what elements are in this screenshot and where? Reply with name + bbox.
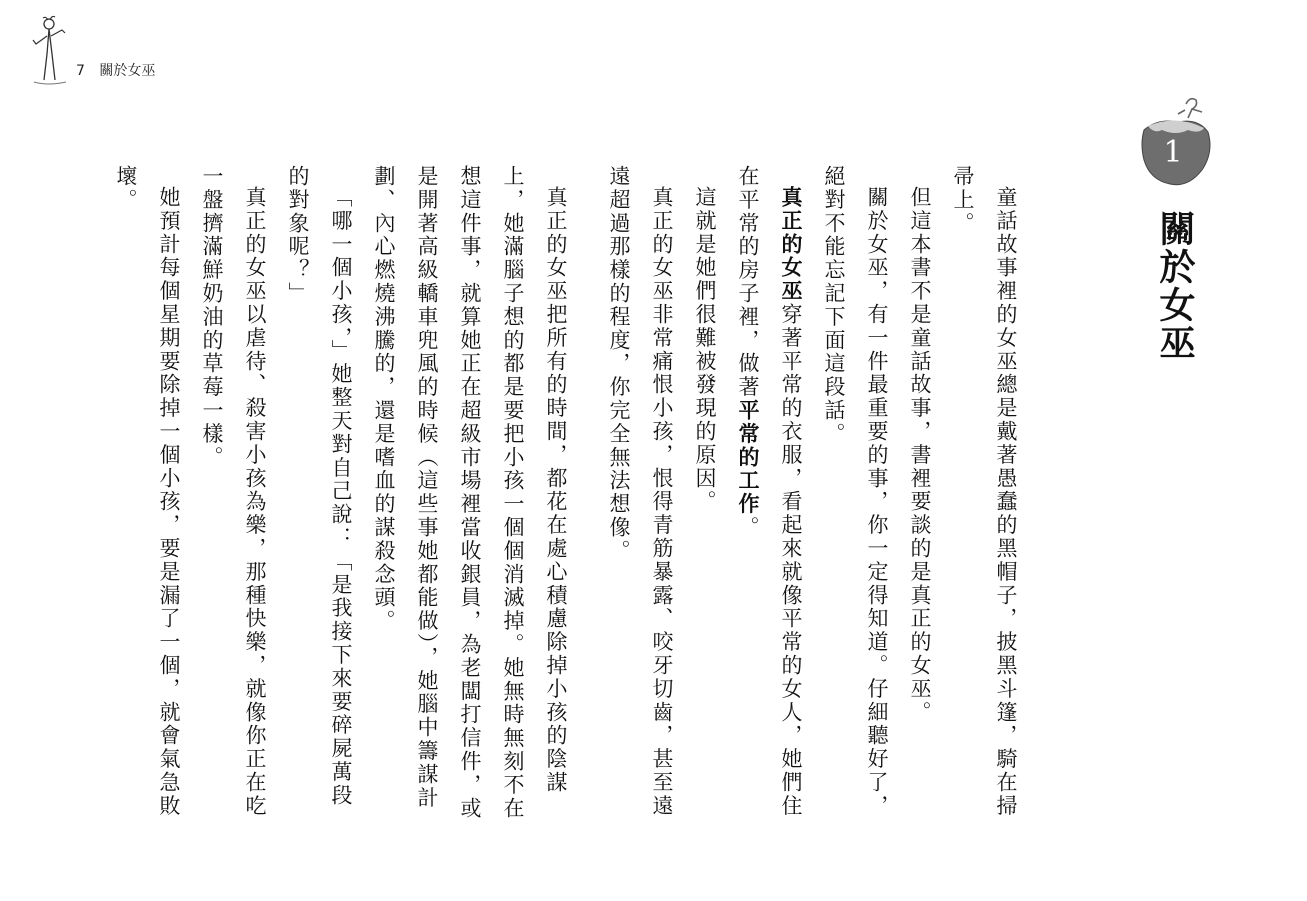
emphasis-text: 真正的女巫 bbox=[779, 186, 803, 303]
paragraph: 真正的女巫非常痛恨小孩，恨得青筋暴露、咬牙切齒，甚至遠遠超過那樣的程度，你完全無法想像。 bbox=[607, 165, 674, 818]
paragraph bbox=[726, 165, 812, 825]
emphasis-text: 平常的工作 bbox=[736, 399, 760, 516]
body-text bbox=[104, 165, 1027, 825]
paragraph: 童話故事裡的女巫總是戴著愚蠢的黑帽子，披黑斗篷，騎在掃帚上。 bbox=[951, 165, 1018, 818]
chapter-number: 1 bbox=[1163, 135, 1183, 170]
paragraph: 她預計每個星期要除掉一個小孩，要是漏了一個，就會氣急敗壞。 bbox=[114, 165, 181, 818]
paragraph-text: 穿著平常的衣服，看起來就像平常的女人，她們住在平常的房子裡，做著 bbox=[736, 165, 803, 818]
running-header bbox=[76, 60, 155, 80]
paragraph: 真正的女巫以虐待、殺害小孩為樂，那種快樂，就像你正在吃一盤擠滿鮮奶油的草莓一樣。 bbox=[200, 165, 267, 818]
paragraph: 這就是她們很難被發現的原因。 bbox=[693, 186, 717, 514]
paragraph-text: 。 bbox=[736, 516, 760, 540]
page-number: 7 bbox=[76, 63, 85, 79]
running-title: 關於女巫 bbox=[99, 63, 156, 79]
chapter-title: 關於女巫 bbox=[1154, 210, 1195, 362]
paragraph: 但這本書不是童話故事，書裡要談的是真正的女巫。 bbox=[908, 186, 932, 725]
paragraph: 關於女巫，有一件最重要的事，你一定得知道。仔細聽好了，絕對不能忘記下面這段話。 bbox=[822, 165, 889, 818]
paragraph: 真正的女巫把所有的時間，都花在處心積慮除掉小孩的陰謀上，她滿腦子想的都是要把小孩一個個消滅掉。她無時無刻不在想這件事，就算她正在超級市場裡當收銀員，為老闆打信件，或是開著高級轎車兜風的時候（這些事她都能做），她腦中籌謀計劃、內心燃燒沸騰的，還是嗜血的謀殺念頭。 bbox=[372, 165, 568, 821]
witch-illustration bbox=[28, 14, 72, 86]
paragraph: 「哪一個小孩，」她整天對自己說：「是我接下來要碎屍萬段的對象呢？」 bbox=[286, 165, 353, 808]
